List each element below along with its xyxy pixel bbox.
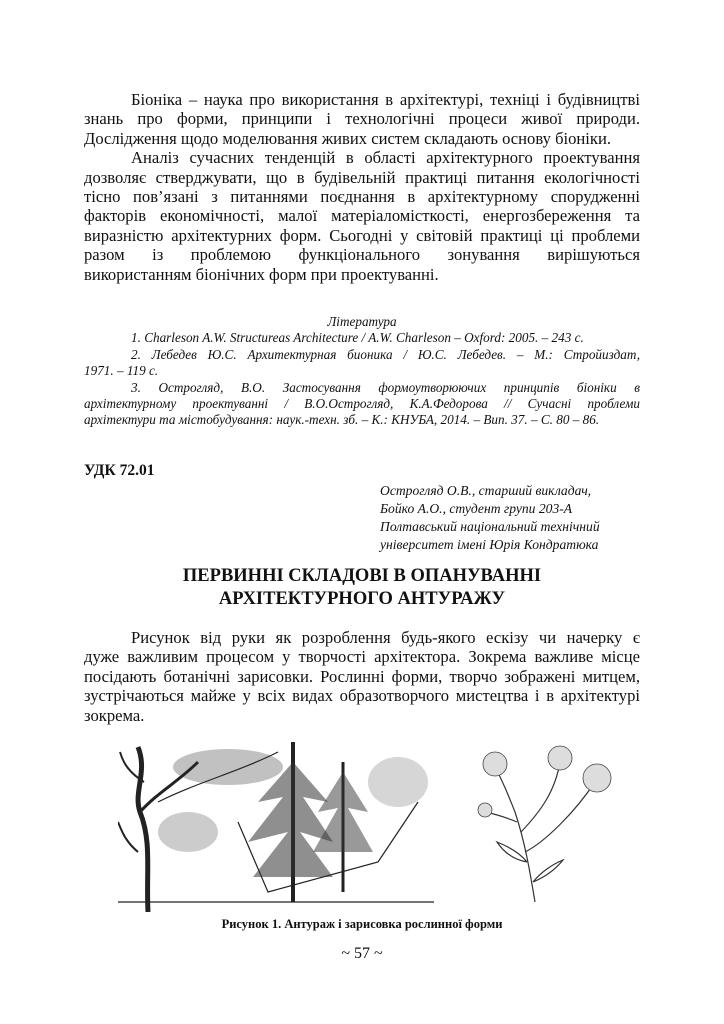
reference-line: 3. Острогляд, В.О. Застосування формоутворюючих принципів біоніки в <box>131 379 640 395</box>
plant-sketch <box>445 742 627 907</box>
reference-line: 1971. – 119 с. <box>84 363 159 379</box>
text-line: факторів економічності, малої матеріаломісткості, енергозбереження та <box>84 206 640 226</box>
intro-paragraph-2 <box>84 148 640 284</box>
body-paragraph <box>84 628 640 725</box>
text-line: разом із проблемою функціонального зонування вирішуються <box>84 245 640 265</box>
text-line: Аналіз сучасних тенденцій в області архітектурного проектування <box>131 148 640 168</box>
reference-line: 1. Charleson A.W. Structureas Architecture / A.W. Charleson – Oxford: 2005. – 243 с. <box>131 330 584 346</box>
literature-heading: Література <box>327 314 397 329</box>
text-line: використанням біонічних форм при проектуванні. <box>84 264 439 284</box>
text-line: Біоніка – наука про використання в архітектурі, техніці і будівництві <box>131 90 640 109</box>
figure-caption: Рисунок 1. Антураж і зарисовка рослинної форми <box>221 917 503 931</box>
intro-paragraph-1 <box>84 90 640 148</box>
article-title <box>84 565 640 611</box>
text-line: посідають ботанічні зарисовки. Рослинні форми, творчо зображені митцем, <box>84 666 640 686</box>
author-line: Бойко А.О., студент групи 203-А <box>380 501 573 516</box>
author-line: Острогляд О.В., старший викладач, <box>380 483 592 498</box>
text-line: виразністю архітектурних форм. Сьогодні у світовій практиці ці проблеми <box>84 225 640 245</box>
author-line: Полтавський національний технічний <box>380 519 600 534</box>
author-line: університет імені Юрія Кондратюка <box>380 537 599 552</box>
reference-line: 2. Лебедев Ю.С. Архитектурная бионика / Ю.С. Лебедев. – М.: Стройиздат, <box>131 346 640 362</box>
text-line: знань про форми, принципи і технологічні процеси живої природи. <box>84 109 640 129</box>
text-line: Рисунок від руки як розроблення будь-якого ескізу чи начерку є <box>131 628 640 647</box>
text-line: зокрема. <box>84 705 145 725</box>
page-number: ~ 57 ~ <box>341 945 383 962</box>
text-line: тісно пов’язані з питаннями поєднання в архітектурному спорудженні <box>84 186 640 206</box>
text-line: дуже важливим процесом у творчості архітектора. Зокрема важливе місце <box>84 647 640 667</box>
reference-line: архітектурному проектуванні / В.О.Острогляд, К.А.Федорова // Сучасні проблеми <box>84 395 640 411</box>
authors-block <box>380 482 600 554</box>
reference-line: архітектури та містобудування: наук.-техн. зб. – К.: КНУБА, 2014. – Вип. 37. – С. 80 – 86. <box>84 412 600 428</box>
title-line: ПЕРВИННІ СКЛАДОВІ В ОПАНУВАННІ <box>182 566 542 586</box>
literature-section <box>84 314 640 429</box>
udk-code: УДК 72.01 <box>84 462 155 479</box>
text-line: зустрічаються майже у всіх видах образотворчого мистецтва і в архітектурі <box>84 686 640 706</box>
landscape-sketch <box>118 742 434 912</box>
title-line: АРХІТЕКТУРНОГО АНТУРАЖУ <box>218 589 506 609</box>
text-line: Дослідження щодо моделювання живих систем складають основу біоніки. <box>84 128 611 148</box>
text-line: дозволяє стверджувати, що в будівельній практиці питання екологічності <box>84 167 640 187</box>
